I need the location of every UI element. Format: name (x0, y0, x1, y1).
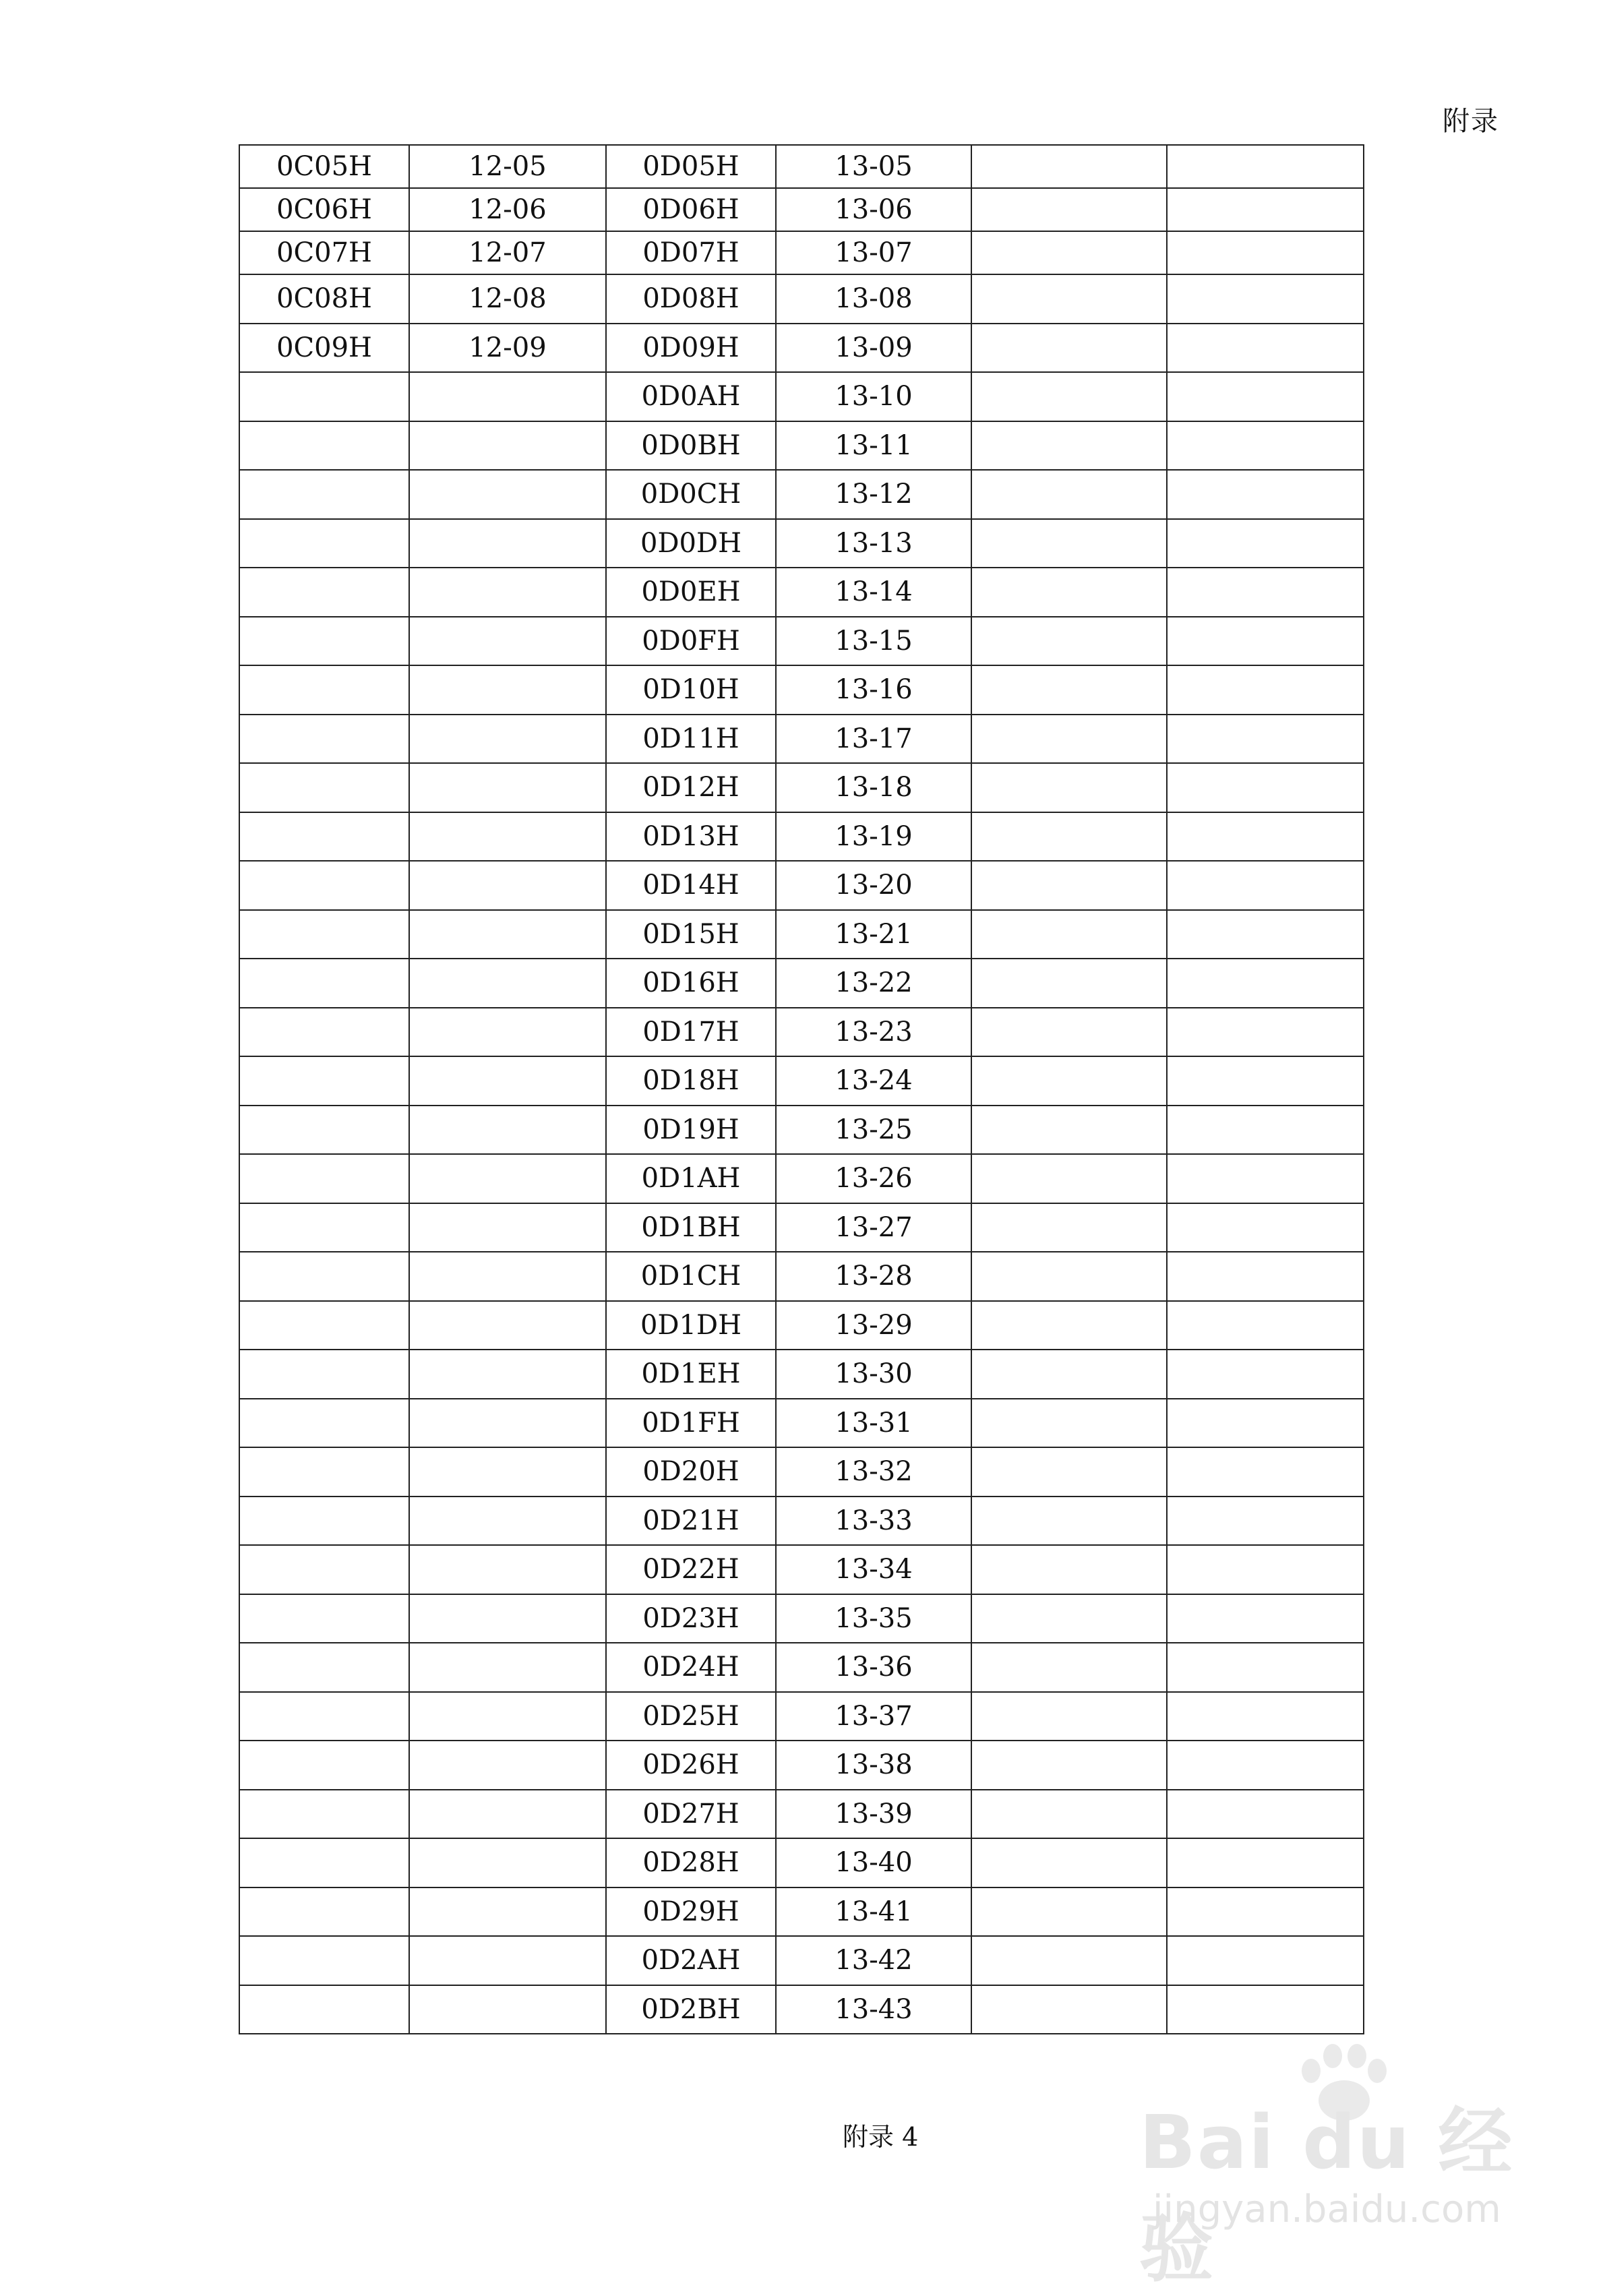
table-cell-empty (239, 1985, 409, 2034)
table-cell-address-0d: 0D20H (606, 1447, 776, 1497)
table-cell-empty (971, 1203, 1167, 1252)
table-row (239, 1838, 1364, 1887)
table-cell-empty (971, 1643, 1167, 1692)
table-cell-empty (971, 1545, 1167, 1594)
table-cell-empty (409, 959, 606, 1008)
table-row (239, 145, 1364, 188)
table-cell-empty (409, 1692, 606, 1741)
table-cell-code-13: 13-39 (776, 1790, 971, 1839)
table-cell-empty (409, 1106, 606, 1155)
table-cell-empty (409, 665, 606, 715)
table-cell-empty (1167, 1545, 1364, 1594)
table-cell-empty (971, 1936, 1167, 1985)
table-row (239, 1106, 1364, 1155)
table-cell-empty (1167, 617, 1364, 666)
table-cell-code-13: 13-34 (776, 1545, 971, 1594)
table-cell-address-0d: 0D08H (606, 274, 776, 324)
table-cell-empty (1167, 1008, 1364, 1057)
table-row (239, 910, 1364, 959)
table-row (239, 1350, 1364, 1399)
table-cell-empty (239, 1741, 409, 1790)
table-row (239, 1301, 1364, 1350)
table-row (239, 274, 1364, 324)
table-cell-empty (971, 1887, 1167, 1937)
table-cell-address-0d: 0D19H (606, 1106, 776, 1155)
table-cell-empty (239, 861, 409, 910)
table-row (239, 519, 1364, 568)
table-row (239, 1887, 1364, 1937)
table-row (239, 1252, 1364, 1301)
table-cell-empty (1167, 1497, 1364, 1546)
table-cell-empty (1167, 1350, 1364, 1399)
table-cell-empty (971, 1106, 1167, 1155)
page-header-label: 附录 (1443, 106, 1499, 137)
table-cell-address-0d: 0D24H (606, 1643, 776, 1692)
table-cell-address-0d: 0D23H (606, 1594, 776, 1643)
table-cell-empty (1167, 715, 1364, 764)
table-row (239, 1741, 1364, 1790)
table-cell-address-0d: 0D16H (606, 959, 776, 1008)
table-cell-empty (971, 1838, 1167, 1887)
table-cell-empty (971, 1252, 1167, 1301)
baidu-jingyan-watermark (1139, 2043, 1517, 2292)
table-cell-code-13: 13-25 (776, 1106, 971, 1155)
table-cell-empty (1167, 812, 1364, 862)
table-cell-address-0d: 0D09H (606, 324, 776, 373)
table-row (239, 812, 1364, 862)
table-cell-empty (409, 1497, 606, 1546)
table-cell-code-13: 13-33 (776, 1497, 971, 1546)
table-cell-empty (1167, 1887, 1364, 1937)
table-cell-empty (409, 1252, 606, 1301)
table-cell-empty (1167, 568, 1364, 617)
table-cell-code-13: 13-31 (776, 1399, 971, 1448)
table-cell-code-13: 13-10 (776, 372, 971, 421)
table-cell-empty (1167, 1985, 1364, 2034)
table-cell-code-13: 13-32 (776, 1447, 971, 1497)
table-row (239, 959, 1364, 1008)
table-row (239, 1497, 1364, 1546)
table-cell-address-0d: 0D07H (606, 231, 776, 274)
table-cell-address-0d: 0D0BH (606, 421, 776, 471)
appendix-table-body (239, 145, 1364, 2034)
table-cell-empty (971, 421, 1167, 471)
table-cell-empty (971, 910, 1167, 959)
table-cell-code-12: 12-06 (409, 188, 606, 231)
table-cell-code-13: 13-24 (776, 1056, 971, 1106)
watermark-logo-text: Bai du 经验 (1139, 2099, 1514, 2292)
table-cell-empty (1167, 959, 1364, 1008)
table-cell-address-0d: 0D22H (606, 1545, 776, 1594)
table-cell-code-13: 13-17 (776, 715, 971, 764)
table-cell-empty (1167, 1447, 1364, 1497)
table-row (239, 861, 1364, 910)
table-cell-empty (409, 1399, 606, 1448)
table-row (239, 1545, 1364, 1594)
table-cell-code-13: 13-12 (776, 470, 971, 519)
table-cell-empty (239, 519, 409, 568)
table-row (239, 1447, 1364, 1497)
table-cell-address-0d: 0D05H (606, 145, 776, 188)
table-cell-code-13: 13-30 (776, 1350, 971, 1399)
table-cell-empty (971, 763, 1167, 812)
table-cell-address-0d: 0D17H (606, 1008, 776, 1057)
table-cell-empty (971, 470, 1167, 519)
watermark-url-text: jingyan.baidu.com (1153, 2187, 1501, 2231)
table-cell-empty (1167, 1056, 1364, 1106)
table-cell-address-0d: 0D12H (606, 763, 776, 812)
table-cell-empty (1167, 274, 1364, 324)
table-cell-empty (1167, 1692, 1364, 1741)
table-row (239, 1203, 1364, 1252)
table-cell-empty (1167, 1936, 1364, 1985)
table-cell-code-12: 12-08 (409, 274, 606, 324)
table-cell-empty (1167, 1594, 1364, 1643)
table-cell-address-0c: 0C06H (239, 188, 409, 231)
table-row (239, 1985, 1364, 2034)
table-cell-address-0d: 0D15H (606, 910, 776, 959)
table-cell-empty (239, 665, 409, 715)
table-cell-code-13: 13-14 (776, 568, 971, 617)
table-cell-code-13: 13-07 (776, 231, 971, 274)
table-cell-empty (1167, 145, 1364, 188)
table-cell-code-13: 13-18 (776, 763, 971, 812)
table-cell-empty (239, 617, 409, 666)
table-row (239, 1692, 1364, 1741)
table-cell-address-0d: 0D1BH (606, 1203, 776, 1252)
table-cell-empty (239, 1301, 409, 1350)
table-cell-empty (239, 1545, 409, 1594)
table-cell-empty (971, 1008, 1167, 1057)
table-cell-empty (1167, 1154, 1364, 1203)
table-cell-empty (971, 324, 1167, 373)
table-row (239, 324, 1364, 373)
table-cell-address-0d: 0D0EH (606, 568, 776, 617)
table-row (239, 421, 1364, 471)
table-cell-empty (239, 470, 409, 519)
table-cell-address-0d: 0D2BH (606, 1985, 776, 2034)
table-cell-address-0d: 0D0AH (606, 372, 776, 421)
table-cell-empty (1167, 861, 1364, 910)
table-row (239, 372, 1364, 421)
table-cell-empty (1167, 372, 1364, 421)
table-cell-empty (971, 519, 1167, 568)
table-row (239, 470, 1364, 519)
table-cell-code-13: 13-22 (776, 959, 971, 1008)
table-cell-address-0d: 0D27H (606, 1790, 776, 1839)
table-cell-empty (409, 1154, 606, 1203)
table-cell-empty (239, 1252, 409, 1301)
table-cell-empty (1167, 188, 1364, 231)
table-cell-empty (409, 1447, 606, 1497)
table-cell-empty (971, 1741, 1167, 1790)
table-row (239, 617, 1364, 666)
table-cell-empty (409, 1887, 606, 1937)
table-cell-code-13: 13-20 (776, 861, 971, 910)
table-cell-code-12: 12-09 (409, 324, 606, 373)
table-cell-code-13: 13-26 (776, 1154, 971, 1203)
table-cell-empty (409, 763, 606, 812)
table-cell-address-0d: 0D29H (606, 1887, 776, 1937)
table-cell-empty (971, 617, 1167, 666)
table-cell-empty (1167, 324, 1364, 373)
table-cell-empty (971, 372, 1167, 421)
table-cell-empty (409, 519, 606, 568)
table-cell-code-13: 13-29 (776, 1301, 971, 1350)
table-cell-empty (971, 1301, 1167, 1350)
table-cell-code-13: 13-11 (776, 421, 971, 471)
table-cell-empty (409, 1008, 606, 1057)
table-cell-empty (971, 1350, 1167, 1399)
table-cell-empty (239, 1056, 409, 1106)
table-cell-empty (409, 1643, 606, 1692)
table-cell-empty (409, 1594, 606, 1643)
table-cell-code-13: 13-21 (776, 910, 971, 959)
table-cell-empty (239, 959, 409, 1008)
table-cell-empty (409, 1936, 606, 1985)
table-cell-empty (971, 1399, 1167, 1448)
table-cell-empty (239, 1643, 409, 1692)
table-cell-empty (239, 1936, 409, 1985)
table-cell-address-0d: 0D14H (606, 861, 776, 910)
table-cell-empty (409, 861, 606, 910)
table-cell-empty (1167, 1203, 1364, 1252)
table-cell-code-13: 13-28 (776, 1252, 971, 1301)
table-cell-empty (409, 568, 606, 617)
table-cell-empty (409, 1203, 606, 1252)
table-cell-address-0d: 0D2AH (606, 1936, 776, 1985)
table-cell-empty (239, 1008, 409, 1057)
table-cell-empty (1167, 470, 1364, 519)
table-cell-empty (1167, 763, 1364, 812)
table-row (239, 715, 1364, 764)
table-cell-address-0c: 0C09H (239, 324, 409, 373)
table-cell-empty (971, 1497, 1167, 1546)
table-row (239, 1154, 1364, 1203)
table-cell-code-13: 13-38 (776, 1741, 971, 1790)
table-cell-code-13: 13-06 (776, 188, 971, 231)
table-cell-address-0d: 0D26H (606, 1741, 776, 1790)
table-cell-code-13: 13-43 (776, 1985, 971, 2034)
table-cell-empty (239, 1790, 409, 1839)
page-footer-label: 附录 4 (843, 2122, 919, 2152)
table-cell-code-13: 13-19 (776, 812, 971, 862)
table-cell-empty (1167, 421, 1364, 471)
table-cell-empty (1167, 1106, 1364, 1155)
table-cell-empty (971, 188, 1167, 231)
table-cell-empty (971, 1985, 1167, 2034)
table-cell-empty (971, 1154, 1167, 1203)
table-cell-empty (971, 861, 1167, 910)
table-cell-empty (409, 470, 606, 519)
table-row (239, 1643, 1364, 1692)
table-cell-code-13: 13-35 (776, 1594, 971, 1643)
table-cell-address-0d: 0D1DH (606, 1301, 776, 1350)
table-cell-code-12: 12-05 (409, 145, 606, 188)
table-cell-address-0d: 0D11H (606, 715, 776, 764)
table-cell-empty (409, 1056, 606, 1106)
table-cell-empty (971, 1594, 1167, 1643)
table-cell-empty (239, 1154, 409, 1203)
table-cell-empty (971, 959, 1167, 1008)
table-cell-address-0d: 0D28H (606, 1838, 776, 1887)
table-cell-empty (971, 145, 1167, 188)
table-cell-empty (239, 372, 409, 421)
table-cell-empty (239, 1594, 409, 1643)
table-cell-empty (971, 665, 1167, 715)
table-cell-code-13: 13-36 (776, 1643, 971, 1692)
table-cell-empty (1167, 1399, 1364, 1448)
table-cell-address-0d: 0D0DH (606, 519, 776, 568)
table-cell-empty (409, 1838, 606, 1887)
table-cell-empty (239, 1399, 409, 1448)
table-row (239, 1936, 1364, 1985)
table-cell-address-0d: 0D1FH (606, 1399, 776, 1448)
table-cell-address-0d: 0D21H (606, 1497, 776, 1546)
table-cell-address-0c: 0C05H (239, 145, 409, 188)
table-cell-empty (239, 568, 409, 617)
table-cell-code-13: 13-05 (776, 145, 971, 188)
table-cell-code-13: 13-41 (776, 1887, 971, 1937)
table-cell-address-0d: 0D0CH (606, 470, 776, 519)
table-cell-empty (239, 812, 409, 862)
table-cell-empty (409, 1985, 606, 2034)
table-row (239, 188, 1364, 231)
table-cell-address-0d: 0D1CH (606, 1252, 776, 1301)
table-cell-empty (239, 1692, 409, 1741)
table-cell-empty (1167, 1252, 1364, 1301)
table-cell-empty (1167, 665, 1364, 715)
table-cell-empty (409, 1741, 606, 1790)
table-cell-empty (239, 1887, 409, 1937)
table-cell-empty (239, 1350, 409, 1399)
table-cell-empty (409, 617, 606, 666)
table-cell-empty (409, 812, 606, 862)
table-cell-address-0d: 0D1EH (606, 1350, 776, 1399)
table-cell-empty (239, 1838, 409, 1887)
table-cell-empty (1167, 231, 1364, 274)
table-cell-address-0d: 0D1AH (606, 1154, 776, 1203)
table-cell-empty (409, 1790, 606, 1839)
table-cell-code-13: 13-15 (776, 617, 971, 666)
table-cell-empty (409, 1350, 606, 1399)
table-cell-empty (1167, 1643, 1364, 1692)
table-row (239, 231, 1364, 274)
table-row (239, 1594, 1364, 1643)
table-cell-code-13: 13-42 (776, 1936, 971, 1985)
table-cell-empty (409, 372, 606, 421)
table-cell-code-13: 13-23 (776, 1008, 971, 1057)
table-cell-empty (971, 231, 1167, 274)
table-cell-empty (239, 763, 409, 812)
table-row (239, 568, 1364, 617)
table-cell-address-0c: 0C08H (239, 274, 409, 324)
table-row (239, 763, 1364, 812)
table-row (239, 1399, 1364, 1448)
table-cell-empty (239, 421, 409, 471)
appendix-table (239, 144, 1364, 2034)
table-cell-empty (239, 1106, 409, 1155)
table-cell-empty (239, 910, 409, 959)
table-cell-code-13: 13-40 (776, 1838, 971, 1887)
table-cell-address-0d: 0D13H (606, 812, 776, 862)
table-cell-empty (971, 1692, 1167, 1741)
table-cell-code-13: 13-27 (776, 1203, 971, 1252)
table-cell-address-0d: 0D0FH (606, 617, 776, 666)
table-cell-address-0d: 0D06H (606, 188, 776, 231)
table-cell-empty (971, 812, 1167, 862)
table-cell-empty (1167, 519, 1364, 568)
table-cell-empty (239, 1447, 409, 1497)
table-cell-empty (971, 715, 1167, 764)
table-row (239, 1790, 1364, 1839)
table-cell-code-13: 13-09 (776, 324, 971, 373)
table-cell-empty (1167, 1790, 1364, 1839)
table-cell-address-0d: 0D25H (606, 1692, 776, 1741)
table-cell-empty (409, 421, 606, 471)
table-cell-empty (971, 568, 1167, 617)
table-cell-code-13: 13-08 (776, 274, 971, 324)
table-cell-address-0d: 0D18H (606, 1056, 776, 1106)
table-cell-address-0d: 0D10H (606, 665, 776, 715)
table-cell-empty (239, 715, 409, 764)
table-cell-empty (409, 910, 606, 959)
table-cell-empty (971, 1790, 1167, 1839)
table-cell-empty (1167, 910, 1364, 959)
table-cell-code-13: 13-37 (776, 1692, 971, 1741)
table-cell-empty (971, 1056, 1167, 1106)
table-cell-empty (239, 1497, 409, 1546)
table-row (239, 1008, 1364, 1057)
table-cell-empty (1167, 1838, 1364, 1887)
table-cell-empty (971, 1447, 1167, 1497)
table-row (239, 665, 1364, 715)
table-cell-code-13: 13-16 (776, 665, 971, 715)
table-cell-empty (1167, 1741, 1364, 1790)
table-cell-address-0c: 0C07H (239, 231, 409, 274)
table-cell-empty (971, 274, 1167, 324)
table-cell-empty (1167, 1301, 1364, 1350)
table-cell-empty (409, 1545, 606, 1594)
table-cell-empty (409, 715, 606, 764)
table-cell-code-13: 13-13 (776, 519, 971, 568)
table-cell-empty (239, 1203, 409, 1252)
table-cell-empty (409, 1301, 606, 1350)
table-cell-code-12: 12-07 (409, 231, 606, 274)
table-row (239, 1056, 1364, 1106)
